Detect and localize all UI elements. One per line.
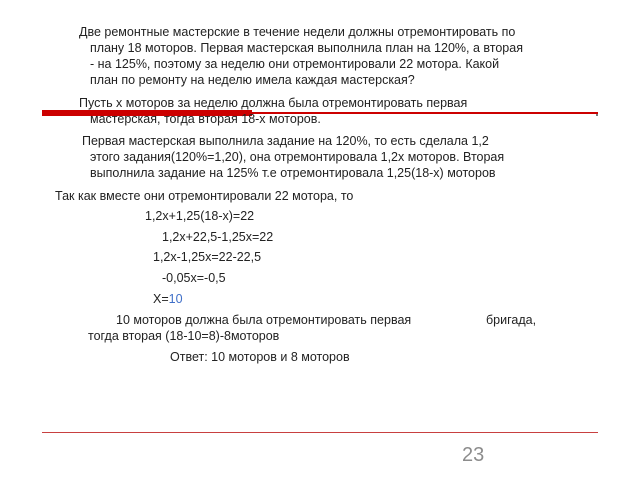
problem-line-3: - на 125%, поэтому за неделю они отремонтировали 22 мотора. Какой [90,57,500,71]
equation-5-label: X= [153,292,169,306]
equation-4: -0,05x=-0,5 [162,271,226,285]
assumption-line-2: мастерская, тогда вторая 18-х моторов. [90,112,321,126]
conclusion-line-1a: 10 моторов должна была отремонтировать первая [116,313,412,327]
problem-line-1: Две ремонтные мастерские в течение недели должны отремонтировать по [79,25,516,39]
problem-line-4: план по ремонту на неделю имела каждая мастерская? [90,73,415,87]
problem-line-2: плану 18 моторов. Первая мастерская выполнила план на 120%, а вторая [90,41,523,55]
divider-dot [596,114,598,116]
equation-3: 1,2x-1,25x=22-22,5 [153,250,262,264]
equation-2: 1,2x+22,5-1,25x=22 [162,230,274,244]
explanation-line-1: Первая мастерская выполнила задание на 120%, то есть сделала 1,2 [82,134,489,148]
equation-5-value: 10 [168,292,183,306]
footer-divider-line [42,432,598,433]
equation-1: 1,2x+1,25(18-x)=22 [145,209,255,223]
explanation-line-3: выполнила задание на 125% т.е отремонтировала 1,25(18-х) моторов [90,166,496,180]
combined-statement: Так как вместе они отремонтировали 22 мотора, то [55,189,354,203]
conclusion-line-2: тогда вторая (18-10=8)-8моторов [88,329,280,343]
explanation-line-2: этого задания(120%=1,20), она отремонтировала 1,2х моторов. Вторая [90,150,505,164]
page-number: 23 [462,444,485,466]
conclusion-line-1b: бригада, [486,313,537,327]
assumption-line-1: Пусть х моторов за неделю должна была отремонтировать первая [79,96,468,110]
equation-5 [153,291,183,307]
answer-text: Ответ: 10 моторов и 8 моторов [170,350,350,364]
